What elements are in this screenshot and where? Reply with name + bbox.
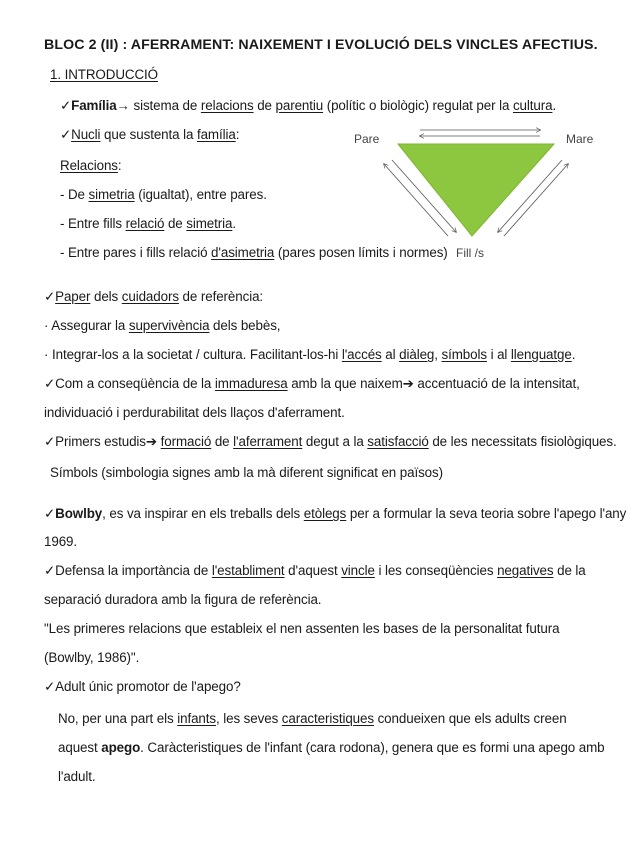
underlined-term: l'accés (341, 347, 382, 362)
label-pare: Pare (354, 132, 380, 146)
underlined-term: Paper (55, 289, 91, 304)
adult-question: ✓Adult únic promotor de l'apego? (44, 679, 241, 694)
underlined-term: relacions (200, 98, 254, 113)
check-icon: ✓ (44, 434, 56, 449)
check-icon: ✓ (44, 289, 56, 304)
underlined-term: llenguatge (510, 347, 572, 362)
quote-line: "Les primeres relacions que estableix el nen assenten les bases de la personalitat futura (44, 621, 560, 636)
answer-line: l'adult. (58, 769, 96, 784)
underlined-term: parentiu (275, 98, 324, 113)
underlined-term: simetria (88, 187, 135, 202)
relacions-item: - Entre fills relació de simetria. (60, 216, 236, 231)
quote-line: (Bowlby, 1986)". (44, 650, 140, 665)
defensa-line: ✓Defensa la importància de l'establiment d'aquest vincle i les conseqüències negatives de la (44, 563, 586, 578)
underlined-term: immaduresa (214, 376, 288, 391)
check-icon: ✓ (60, 127, 72, 142)
underlined-term: formació (160, 434, 212, 449)
label-mare: Mare (566, 132, 594, 146)
section-heading-introduccio: 1. INTRODUCCIÓ (50, 67, 158, 82)
relacions-item: - Entre pares i fills relació d'asimetria (pares posen límits i normes) (60, 245, 448, 260)
simbols-note: Símbols (simbologia signes amb la mà diferent significat en països) (50, 465, 443, 480)
paper-cuidadors-line: ✓Paper dels cuidadors de referència: (44, 289, 264, 304)
bullet-item: · Assegurar la supervivència dels bebès, (44, 318, 281, 333)
underlined-term: símbols (441, 347, 487, 362)
underlined-term: vincle (341, 563, 375, 578)
underlined-term: cultura (512, 98, 553, 113)
nucli-line: ✓Nucli que sustenta la família: (60, 127, 240, 142)
bowlby-line: ✓Bowlby, es va inspirar en els treballs dels etòlegs per a formular la seva teoria sobre l'apego l'any (44, 506, 627, 521)
term-bowlby: Bowlby (55, 506, 103, 521)
term-apego: apego (101, 740, 141, 755)
text-line: individuació i perdurabilitat dels llaços d'aferrament. (44, 405, 345, 420)
underlined-term: caracteristiques (281, 711, 374, 726)
underlined-term: supervivència (128, 318, 210, 333)
arrow-icon: ➔ (402, 376, 414, 391)
triangle-shape (398, 144, 554, 236)
underlined-term: Nucli (71, 127, 101, 142)
underlined-term: cuidadors (121, 289, 179, 304)
arrow-icon: → (116, 98, 130, 113)
check-icon: ✓ (44, 679, 56, 694)
arrow-icon: ➔ (145, 434, 158, 449)
underlined-term: etòlegs (303, 506, 347, 521)
underlined-term: infants (177, 711, 216, 726)
primers-estudis-line: ✓Primers estudis➔ formació de l'aferrament degut a la satisfacció de les necessitats fisiològiques. (44, 434, 617, 449)
text-line: separació duradora amb la figura de referència. (44, 592, 322, 607)
underlined-term: l'aferrament (233, 434, 303, 449)
relacions-item: - De simetria (igualtat), entre pares. (60, 187, 267, 202)
underlined-term: simetria (186, 216, 233, 231)
underlined-term: l'establiment (211, 563, 285, 578)
check-icon: ✓ (44, 563, 56, 578)
text-line: 1969. (44, 534, 78, 549)
answer-line: aquest apego. Caràcteristiques de l'infant (cara rodona), genera que es formi una apego amb (58, 740, 605, 755)
check-icon: ✓ (44, 376, 56, 391)
underlined-term: diàleg (399, 347, 435, 362)
label-fill: Fill /s (456, 246, 484, 260)
page-title: BLOC 2 (II) : AFERRAMENT: NAIXEMENT I EVOLUCIÓ DELS VINCLES AFECTIUS. (44, 37, 598, 53)
relacions-heading: Relacions: (60, 158, 122, 173)
check-icon: ✓ (44, 506, 56, 521)
answer-line: No, per una part els infants, les seves caracteristiques condueixen que els adults creen (58, 711, 567, 726)
underlined-term: satisfacció (367, 434, 429, 449)
bullet-item: · Integrar-los a la societat / cultura. Facilitant-los-hi l'accés al diàleg, símbols i al llenguatge. (44, 347, 576, 362)
underlined-term: relació (125, 216, 165, 231)
underlined-term: negatives (497, 563, 554, 578)
underlined-term: família (196, 127, 236, 142)
underlined-term: d'asimetria (211, 245, 275, 260)
immaduresa-line: ✓Com a conseqüència de la immaduresa amb la que naixem➔ accentuació de la intensitat, (44, 376, 580, 391)
family-triangle-diagram (340, 120, 610, 270)
check-icon: ✓ (60, 98, 72, 113)
familia-definition: ✓Família→ sistema de relacions de parentiu (polític o biològic) regulat per la cultura. (60, 98, 557, 113)
term-familia: Família (71, 98, 117, 113)
